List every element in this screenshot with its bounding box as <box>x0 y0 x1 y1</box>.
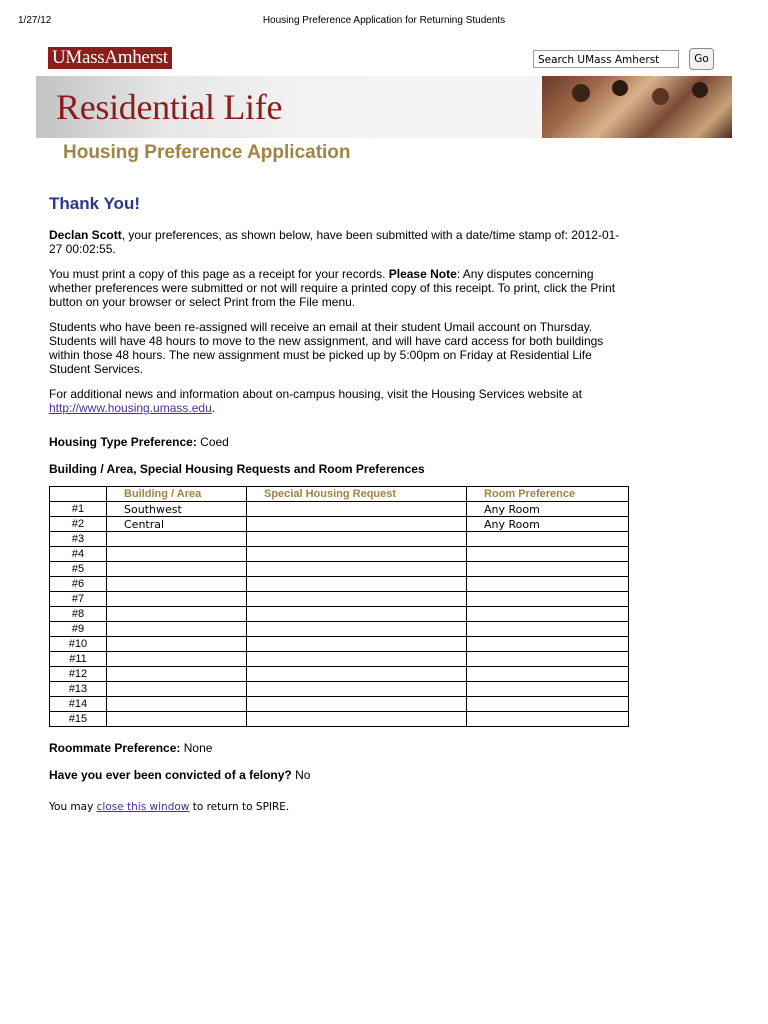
umass-logo[interactable]: UMassAmherst <box>48 47 172 69</box>
roommate-label: Roommate Preference: <box>49 741 181 755</box>
table-section-heading: Building / Area, Special Housing Requests and Room Preferences <box>49 462 425 476</box>
cell-rank: #1 <box>50 502 107 517</box>
cell-special <box>247 592 467 607</box>
table-header-row <box>50 487 629 502</box>
table-row <box>50 697 629 712</box>
cell-rank: #3 <box>50 532 107 547</box>
cell-rank: #10 <box>50 637 107 652</box>
cell-room: Any Room <box>467 502 629 517</box>
cell-building <box>107 562 247 577</box>
cell-room <box>467 682 629 697</box>
col-header-rank <box>50 487 107 502</box>
housing-type-value: Coed <box>196 435 229 449</box>
cell-room <box>467 697 629 712</box>
receipt-paragraph <box>49 267 629 309</box>
cell-rank: #8 <box>50 607 107 622</box>
cell-building <box>107 592 247 607</box>
roommate-value: None <box>180 741 213 755</box>
footer-post: to return to SPIRE. <box>189 801 290 813</box>
print-title: Housing Preference Application for Returning Students <box>262 15 506 26</box>
cell-building: Central <box>107 517 247 532</box>
col-header-special: Special Housing Request <box>247 487 467 502</box>
cell-room <box>467 592 629 607</box>
cell-room <box>467 712 629 727</box>
cell-special <box>247 562 467 577</box>
banner-title: Residential Life <box>56 87 283 127</box>
cell-special <box>247 547 467 562</box>
receipt-text: You must print a copy of this page as a receipt for your records. <box>49 267 389 281</box>
cell-special <box>247 502 467 517</box>
news-paragraph <box>49 387 629 415</box>
print-header <box>0 15 768 29</box>
cell-room <box>467 667 629 682</box>
receipt-text-2: : Any disputes concerning whether preferences were submitted or not will require a printed copy of this receipt. To print, click the Print button on your browser or select Print from the File menu. <box>49 267 616 309</box>
table-row <box>50 682 629 697</box>
cell-building <box>107 652 247 667</box>
main-content <box>49 194 629 825</box>
app-title: Housing Preference Application <box>63 142 351 163</box>
felony-value: No <box>291 768 311 782</box>
news-text: For additional news and information about on-campus housing, visit the Housing Services website at <box>49 387 582 401</box>
search-input[interactable]: Search UMass Amherst <box>533 50 679 68</box>
cell-special <box>247 652 467 667</box>
housing-type-label: Housing Type Preference: <box>49 435 197 449</box>
cell-special <box>247 637 467 652</box>
thank-you-heading: Thank You! <box>49 194 140 213</box>
table-row <box>50 712 629 727</box>
table-row <box>50 592 629 607</box>
news-end: . <box>211 401 216 415</box>
student-name: Declan Scott <box>49 228 122 242</box>
cell-room <box>467 532 629 547</box>
cell-room <box>467 607 629 622</box>
felony-label: Have you ever been convicted of a felony? <box>49 768 292 782</box>
cell-special <box>247 532 467 547</box>
table-row <box>50 532 629 547</box>
cell-room <box>467 577 629 592</box>
roommate-field <box>49 741 629 755</box>
cell-building <box>107 697 247 712</box>
cell-special <box>247 607 467 622</box>
cell-rank: #4 <box>50 547 107 562</box>
table-row <box>50 637 629 652</box>
close-window-link[interactable]: close this window <box>96 801 190 813</box>
table-row <box>50 622 629 637</box>
cell-special <box>247 667 467 682</box>
cell-building <box>107 577 247 592</box>
housing-link[interactable]: http://www.housing.umass.edu <box>49 401 212 415</box>
go-button[interactable]: Go <box>689 48 714 70</box>
cell-building <box>107 532 247 547</box>
cell-rank: #2 <box>50 517 107 532</box>
intro-paragraph <box>49 228 629 256</box>
cell-room <box>467 652 629 667</box>
cell-rank: #12 <box>50 667 107 682</box>
cell-room <box>467 562 629 577</box>
col-header-room: Room Preference <box>467 487 629 502</box>
cell-building <box>107 667 247 682</box>
felony-field <box>49 768 629 782</box>
cell-rank: #15 <box>50 712 107 727</box>
banner <box>36 76 732 138</box>
cell-rank: #9 <box>50 622 107 637</box>
table-row <box>50 502 629 517</box>
cell-rank: #7 <box>50 592 107 607</box>
table-row <box>50 517 629 532</box>
table-row <box>50 667 629 682</box>
footer-note <box>49 800 629 814</box>
cell-building <box>107 622 247 637</box>
preferences-table <box>49 486 629 727</box>
cell-building <box>107 607 247 622</box>
cell-special <box>247 622 467 637</box>
table-row <box>50 652 629 667</box>
cell-special <box>247 577 467 592</box>
table-row <box>50 547 629 562</box>
table-row <box>50 577 629 592</box>
cell-building <box>107 682 247 697</box>
cell-room <box>467 622 629 637</box>
cell-building <box>107 712 247 727</box>
col-header-building: Building / Area <box>107 487 247 502</box>
cell-rank: #14 <box>50 697 107 712</box>
cell-special <box>247 697 467 712</box>
print-date: 1/27/12 <box>18 15 52 26</box>
housing-type-field <box>49 435 629 449</box>
cell-rank: #6 <box>50 577 107 592</box>
cell-special <box>247 682 467 697</box>
cell-building: Southwest <box>107 502 247 517</box>
cell-special <box>247 712 467 727</box>
cell-special <box>247 517 467 532</box>
cell-room: Any Room <box>467 517 629 532</box>
cell-building <box>107 637 247 652</box>
reassign-paragraph: Students who have been re-assigned will receive an email at their student Umail account on Thursday. Students will have 48 hours to move to the new assignment, and will have card access for both buildings within those 48 hours. The new assignment must be picked up by 5:00pm on Friday at Residential Life Student Services. <box>49 320 604 376</box>
intro-text: , your preferences, as shown below, have been submitted with a date/time stamp of: 2012-01-27 00:02:55. <box>49 228 620 256</box>
cell-room <box>467 547 629 562</box>
table-row <box>50 607 629 622</box>
footer-pre: You may <box>49 801 97 813</box>
cell-room <box>467 637 629 652</box>
cell-rank: #13 <box>50 682 107 697</box>
note-label: Please Note <box>388 267 457 281</box>
table-row <box>50 562 629 577</box>
cell-building <box>107 547 247 562</box>
cell-rank: #11 <box>50 652 107 667</box>
cell-rank: #5 <box>50 562 107 577</box>
students-photo <box>542 76 732 138</box>
